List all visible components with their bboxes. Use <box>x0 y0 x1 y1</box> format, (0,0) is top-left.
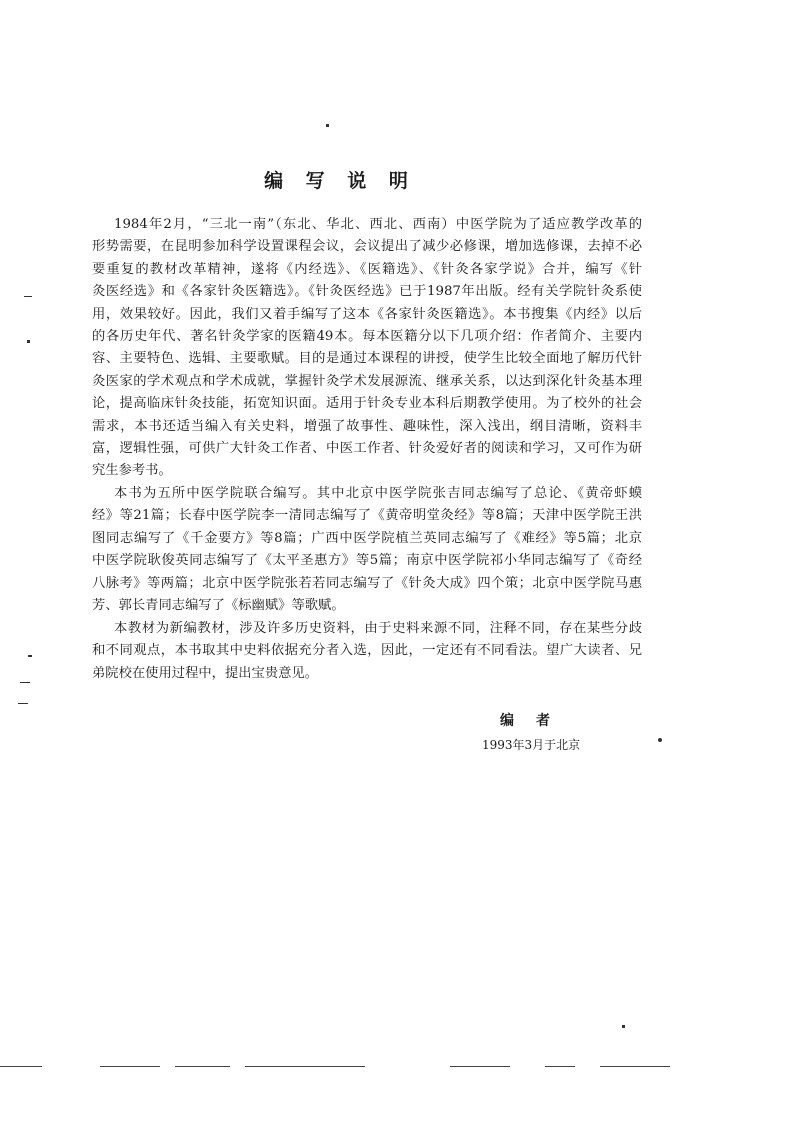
scan-speck <box>27 340 30 343</box>
text-line: 富，逻辑性强，可供广大针灸工作者、中医工作者、针灸爱好者的阅读和学习，又可作为研 <box>92 440 642 456</box>
text-line: 用，效果较好。因此，我们又着手编写了这本《各家针灸医籍选》。本书搜集《内经》以后 <box>92 306 642 322</box>
scan-speck <box>24 296 32 297</box>
text-line: 弟院校在使用过程中，提出宝贵意见。 <box>92 665 319 681</box>
text-line: 形势需要，在昆明参加科学设置课程会议，会议提出了减少必修课，增加选修课，去掉不必 <box>92 239 642 255</box>
text-line: 灸医家的学术观点和学术成就，掌握针灸学术发展源流、继承关系，以达到深化针灸基本理 <box>92 373 642 389</box>
scan-speck <box>28 655 32 657</box>
text-line: 图同志编写了《千金要方》等8篇；广西中医学院植兰英同志编写了《难经》等5篇；北京 <box>92 530 642 546</box>
scan-line <box>0 1066 42 1067</box>
text-line: 芳、郭长青同志编写了《标幽赋》等歌赋。 <box>92 597 345 613</box>
scan-speck <box>18 703 28 704</box>
text-line: 容、主要特色、选辑、主要歌赋。目的是通过本课程的讲授，使学生比较全面地了解历代针 <box>92 351 642 367</box>
scan-line <box>100 1066 160 1067</box>
signature: 编者 <box>500 713 572 729</box>
scan-line <box>450 1066 510 1067</box>
paragraph-3 <box>92 618 642 685</box>
scan-speck <box>622 1025 625 1028</box>
paragraph-1 <box>92 214 642 483</box>
date-line: 1993年3月于北京 <box>482 738 581 752</box>
text-line: 的各历史年代、著名针灸学家的医籍49本。每本医籍分以下几项介绍：作者简介、主要内 <box>92 328 642 344</box>
text-line: 要重复的教材改革精神，遂将《内经选》、《医籍选》、《针灸各家学说》合并，编写《针 <box>92 261 642 277</box>
scan-line <box>175 1066 230 1067</box>
scan-speck <box>658 738 662 742</box>
scan-line <box>245 1066 365 1067</box>
text-line: 灸医经选》和《各家针灸医籍选》。《针灸医经选》已于1987年出版。经有关学院针灸系使 <box>92 284 642 300</box>
scan-line <box>600 1066 670 1067</box>
text-line: 究生参考书。 <box>92 463 172 479</box>
paragraph-2 <box>92 483 642 617</box>
text-line: 八脉考》等两篇；北京中医学院张若若同志编写了《针灸大成》四个策；北京中医学院马惠 <box>92 575 642 591</box>
text-line: 和不同观点，本书取其中史料依据充分者入选，因此，一定还有不同看法。望广大读者、兄 <box>92 643 642 659</box>
scan-speck <box>20 682 30 683</box>
text-line: 本书为五所中医学院联合编写。其中北京中医学院张吉同志编写了总论、《黄帝虾蟆 <box>114 486 642 501</box>
page-title: 编 写 说 明 <box>264 170 416 192</box>
text-line: 经》等21篇；长春中医学院李一清同志编写了《黄帝明堂灸经》等8篇；天津中医学院王洪 <box>92 508 642 524</box>
text-line: 中医学院耿俊英同志编写了《太平圣惠方》等5篇；南京中医学院祁小华同志编写了《奇经 <box>92 553 642 569</box>
text-line: 需求，本书还适当编入有关史料，增强了故事性、趣味性，深入浅出，纲目清晰，资料丰 <box>92 418 642 434</box>
scan-speck <box>326 124 329 127</box>
text-line: 论，提高临床针灸技能，拓宽知识面。适用于针灸专业本科后期教学使用。为了校外的社会 <box>92 396 642 412</box>
text-line: 本教材为新编教材，涉及许多历史资料，由于史料来源不同，注释不同，存在某些分歧 <box>114 621 642 636</box>
scan-line <box>545 1066 575 1067</box>
text-line: 1984年2月，“三北一南”（东北、华北、西北、西南）中医学院为了适应教学改革的 <box>114 217 642 232</box>
